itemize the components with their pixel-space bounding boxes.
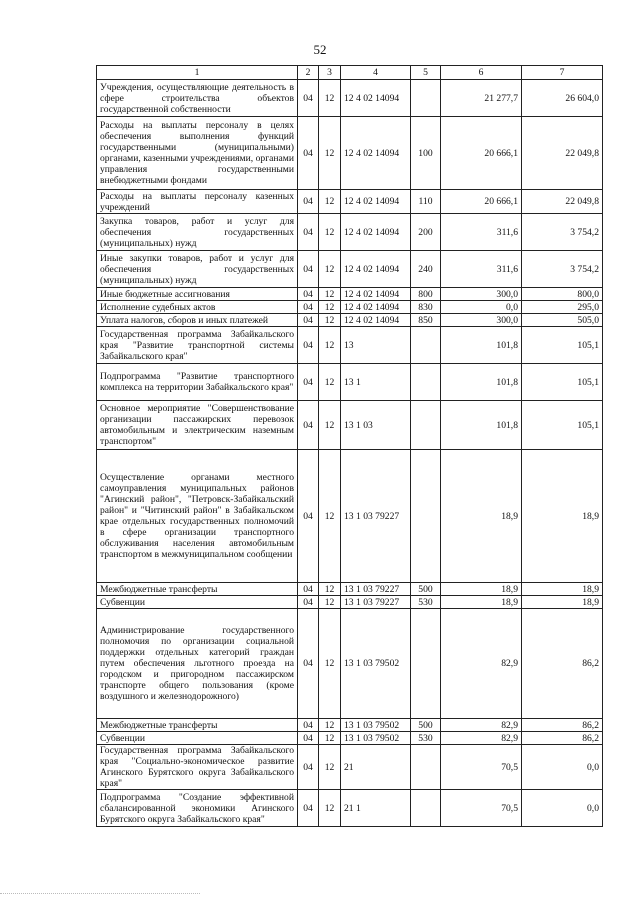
row-section-code: 04: [298, 80, 319, 117]
row-expense-type-code: [411, 450, 441, 583]
row-section-code: 04: [298, 251, 319, 288]
row-section-code: 04: [298, 719, 319, 732]
row-section-code: 04: [298, 732, 319, 745]
row-subsection-code: 12: [319, 745, 341, 790]
row-name: Иные закупки товаров, работ и услуг для обеспечения государственных (муниципальных) нужд: [97, 251, 298, 288]
row-section-code: 04: [298, 745, 319, 790]
row-amount-year-2: 22 049,8: [522, 117, 603, 190]
row-section-code: 04: [298, 596, 319, 609]
table-row: [97, 596, 603, 609]
row-name: Государственная программа Забайкальского края "Социально-экономическое развитие Агинского Бурятского округа Забайкальского края": [97, 745, 298, 790]
table-row: [97, 364, 603, 401]
row-target-article-code: 13 1 03 79227: [341, 450, 411, 583]
column-header-1: 1: [97, 66, 298, 80]
table-header-row: [97, 66, 603, 80]
row-amount-year-2: 105,1: [522, 401, 603, 450]
row-subsection-code: 12: [319, 719, 341, 732]
page-number: 52: [313, 42, 327, 57]
row-amount-year-1: 20 666,1: [441, 117, 522, 190]
row-subsection-code: 12: [319, 450, 341, 583]
row-amount-year-2: 0,0: [522, 790, 603, 827]
row-section-code: 04: [298, 401, 319, 450]
row-section-code: 04: [298, 583, 319, 596]
row-section-code: 04: [298, 314, 319, 327]
footer-dotted-line: [0, 893, 200, 895]
row-expense-type-code: 240: [411, 251, 441, 288]
row-expense-type-code: 100: [411, 117, 441, 190]
row-section-code: 04: [298, 450, 319, 583]
column-header-7: 7: [522, 66, 603, 80]
row-expense-type-code: 830: [411, 301, 441, 314]
row-expense-type-code: 530: [411, 732, 441, 745]
column-header-3: 3: [319, 66, 341, 80]
row-section-code: 04: [298, 190, 319, 214]
row-target-article-code: 21: [341, 745, 411, 790]
row-expense-type-code: [411, 80, 441, 117]
row-amount-year-1: 82,9: [441, 609, 522, 719]
row-amount-year-2: 105,1: [522, 327, 603, 364]
row-amount-year-2: 105,1: [522, 364, 603, 401]
row-section-code: 04: [298, 609, 319, 719]
row-target-article-code: 12 4 02 14094: [341, 314, 411, 327]
row-name: Межбюджетные трансферты: [97, 719, 298, 732]
row-expense-type-code: [411, 401, 441, 450]
row-amount-year-2: 86,2: [522, 719, 603, 732]
row-section-code: 04: [298, 301, 319, 314]
row-section-code: 04: [298, 790, 319, 827]
row-expense-type-code: 500: [411, 583, 441, 596]
row-amount-year-1: 311,6: [441, 214, 522, 251]
row-amount-year-1: 101,8: [441, 401, 522, 450]
row-section-code: 04: [298, 364, 319, 401]
row-amount-year-2: 3 754,2: [522, 251, 603, 288]
row-name: Межбюджетные трансферты: [97, 583, 298, 596]
row-target-article-code: 13: [341, 327, 411, 364]
row-target-article-code: 13 1 03 79227: [341, 596, 411, 609]
table-row: [97, 190, 603, 214]
row-target-article-code: 12 4 02 14094: [341, 80, 411, 117]
row-name: Иные бюджетные ассигнования: [97, 288, 298, 301]
column-header-2: 2: [298, 66, 319, 80]
table-row: [97, 732, 603, 745]
row-name: Государственная программа Забайкальского края "Развитие транспортной системы Забайкальского края": [97, 327, 298, 364]
row-expense-type-code: 500: [411, 719, 441, 732]
row-subsection-code: 12: [319, 190, 341, 214]
row-expense-type-code: [411, 790, 441, 827]
row-subsection-code: 12: [319, 117, 341, 190]
row-name: Субвенции: [97, 596, 298, 609]
row-amount-year-2: 0,0: [522, 745, 603, 790]
row-section-code: 04: [298, 288, 319, 301]
table-row: [97, 327, 603, 364]
row-subsection-code: 12: [319, 288, 341, 301]
row-expense-type-code: 200: [411, 214, 441, 251]
row-expense-type-code: [411, 327, 441, 364]
row-name: Расходы на выплаты персоналу казенных учреждений: [97, 190, 298, 214]
row-target-article-code: 13 1 03 79227: [341, 583, 411, 596]
row-amount-year-2: 3 754,2: [522, 214, 603, 251]
row-expense-type-code: 110: [411, 190, 441, 214]
row-amount-year-1: 18,9: [441, 596, 522, 609]
row-amount-year-2: 22 049,8: [522, 190, 603, 214]
row-amount-year-1: 101,8: [441, 327, 522, 364]
row-expense-type-code: 530: [411, 596, 441, 609]
row-expense-type-code: [411, 364, 441, 401]
row-amount-year-2: 26 604,0: [522, 80, 603, 117]
table-row: [97, 583, 603, 596]
table-row: [97, 117, 603, 190]
table-row: [97, 450, 603, 583]
table-row: [97, 745, 603, 790]
row-name: Исполнение судебных актов: [97, 301, 298, 314]
row-target-article-code: 12 4 02 14094: [341, 190, 411, 214]
row-name: Расходы на выплаты персоналу в целях обеспечения выполнения функций государственными (муниципальными) органами, казенными учреждениями, органами управления государственными внебюджетными фондами: [97, 117, 298, 190]
row-target-article-code: 12 4 02 14094: [341, 301, 411, 314]
row-target-article-code: 12 4 02 14094: [341, 214, 411, 251]
row-name: Основное мероприятие "Совершенствование организации пассажирских перевозок автомобильным и электрическим наземным транспортом": [97, 401, 298, 450]
row-subsection-code: 12: [319, 609, 341, 719]
row-target-article-code: 13 1: [341, 364, 411, 401]
row-subsection-code: 12: [319, 401, 341, 450]
row-target-article-code: 12 4 02 14094: [341, 251, 411, 288]
row-amount-year-2: 800,0: [522, 288, 603, 301]
row-subsection-code: 12: [319, 596, 341, 609]
table-row: [97, 251, 603, 288]
row-amount-year-2: 18,9: [522, 450, 603, 583]
row-amount-year-2: 86,2: [522, 732, 603, 745]
row-subsection-code: 12: [319, 364, 341, 401]
table-row: [97, 401, 603, 450]
row-amount-year-2: 86,2: [522, 609, 603, 719]
row-subsection-code: 12: [319, 314, 341, 327]
row-name: Осуществление органами местного самоуправления муниципальных районов "Агинский район", "Петровск-Забайкальский район" и "Читинский район" в Забайкальском крае отдельных государственных полномочий в сфере организации транспортного обслуживания населения автомобильным транспортом в межмуниципальном сообщении: [97, 450, 298, 583]
table-row: [97, 719, 603, 732]
row-target-article-code: 13 1 03: [341, 401, 411, 450]
row-section-code: 04: [298, 214, 319, 251]
row-target-article-code: 13 1 03 79502: [341, 732, 411, 745]
table-row: [97, 609, 603, 719]
column-header-4: 4: [341, 66, 411, 80]
row-name: Уплата налогов, сборов и иных платежей: [97, 314, 298, 327]
row-name: Закупка товаров, работ и услуг для обеспечения государственных (муниципальных) нужд: [97, 214, 298, 251]
row-amount-year-1: 21 277,7: [441, 80, 522, 117]
row-amount-year-1: 300,0: [441, 314, 522, 327]
row-name: Подпрограмма "Создание эффективной сбалансированной экономики Агинского Бурятского округа Забайкальского края": [97, 790, 298, 827]
row-subsection-code: 12: [319, 251, 341, 288]
row-subsection-code: 12: [319, 790, 341, 827]
table-row: [97, 214, 603, 251]
row-subsection-code: 12: [319, 80, 341, 117]
row-amount-year-1: 20 666,1: [441, 190, 522, 214]
row-amount-year-2: 295,0: [522, 301, 603, 314]
row-target-article-code: 21 1: [341, 790, 411, 827]
column-header-6: 6: [441, 66, 522, 80]
row-amount-year-1: 18,9: [441, 450, 522, 583]
row-amount-year-1: 0,0: [441, 301, 522, 314]
row-name: Учреждения, осуществляющие деятельность в сфере строительства объектов государственной собственности: [97, 80, 298, 117]
row-subsection-code: 12: [319, 214, 341, 251]
row-section-code: 04: [298, 117, 319, 190]
row-amount-year-1: 101,8: [441, 364, 522, 401]
row-amount-year-2: 18,9: [522, 583, 603, 596]
row-target-article-code: 13 1 03 79502: [341, 719, 411, 732]
row-amount-year-1: 70,5: [441, 790, 522, 827]
table-body: [97, 66, 603, 827]
budget-table: [96, 65, 603, 827]
table-row: [97, 790, 603, 827]
row-expense-type-code: 850: [411, 314, 441, 327]
row-expense-type-code: 800: [411, 288, 441, 301]
column-header-5: 5: [411, 66, 441, 80]
row-name: Субвенции: [97, 732, 298, 745]
row-amount-year-1: 300,0: [441, 288, 522, 301]
table-row: [97, 301, 603, 314]
row-subsection-code: 12: [319, 732, 341, 745]
row-amount-year-1: 82,9: [441, 719, 522, 732]
row-subsection-code: 12: [319, 327, 341, 364]
row-name: Подпрограмма "Развитие транспортного комплекса на территории Забайкальского края": [97, 364, 298, 401]
row-expense-type-code: [411, 745, 441, 790]
row-amount-year-1: 18,9: [441, 583, 522, 596]
row-amount-year-1: 70,5: [441, 745, 522, 790]
row-target-article-code: 13 1 03 79502: [341, 609, 411, 719]
row-amount-year-2: 505,0: [522, 314, 603, 327]
table-row: [97, 288, 603, 301]
row-target-article-code: 12 4 02 14094: [341, 117, 411, 190]
table-row: [97, 314, 603, 327]
row-subsection-code: 12: [319, 583, 341, 596]
row-target-article-code: 12 4 02 14094: [341, 288, 411, 301]
row-section-code: 04: [298, 327, 319, 364]
row-amount-year-2: 18,9: [522, 596, 603, 609]
row-amount-year-1: 311,6: [441, 251, 522, 288]
table-row: [97, 80, 603, 117]
row-amount-year-1: 82,9: [441, 732, 522, 745]
row-subsection-code: 12: [319, 301, 341, 314]
row-name: Администрирование государственного полномочия по организации социальной поддержки отдельных категорий граждан путем обеспечения льготного проезда на городском и пригородном пассажирском транспорте общего пользования (кроме воздушного и железнодорожного): [97, 609, 298, 719]
row-expense-type-code: [411, 609, 441, 719]
